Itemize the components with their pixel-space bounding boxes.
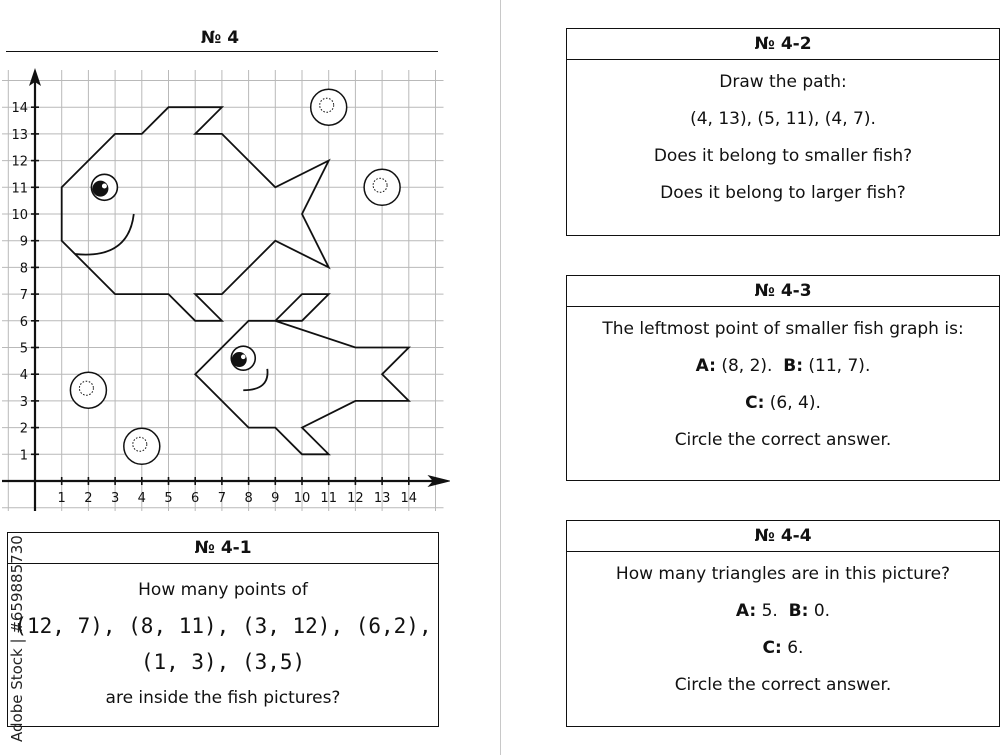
panel-4-1-question-end: are inside the fish pictures? xyxy=(105,688,341,708)
y-tick-label: 5 xyxy=(19,341,28,357)
option-b-value: 0. xyxy=(813,601,831,621)
y-tick-label: 8 xyxy=(19,261,28,277)
big-fish-eye-glint xyxy=(102,183,107,188)
x-tick-label: 5 xyxy=(164,491,173,506)
small-fish-smile xyxy=(243,369,267,390)
y-tick-label: 9 xyxy=(19,234,28,250)
x-tick-label: 10 xyxy=(293,491,311,506)
panel-4-3-instruction: Circle the correct answer. xyxy=(674,430,892,450)
option-a-value: (8, 2). xyxy=(721,356,773,376)
option-a-label: A: xyxy=(735,601,757,621)
coordinate-grid xyxy=(0,60,450,525)
main-title: № 4 xyxy=(200,28,240,48)
panel-4-4 xyxy=(566,520,1000,727)
y-tick-label: 2 xyxy=(19,421,28,437)
panel-4-4-question: How many triangles are in this picture? xyxy=(615,564,951,584)
y-tick-label: 7 xyxy=(19,288,28,304)
option-a-value: 5. xyxy=(761,601,778,621)
y-tick-label: 13 xyxy=(11,127,28,143)
panel-4-3-options-ab xyxy=(567,348,999,385)
y-tick-label: 12 xyxy=(11,154,28,170)
option-a-label: A: xyxy=(695,356,716,376)
option-c-value: 6. xyxy=(787,638,804,658)
panel-4-1-title: № 4-1 xyxy=(8,533,438,564)
y-tick-label: 11 xyxy=(11,181,28,197)
option-b-label: B: xyxy=(783,356,804,376)
y-tick-label: 6 xyxy=(19,314,28,330)
small-fish-eye-glint xyxy=(241,355,246,360)
panel-4-2-title: № 4-2 xyxy=(567,29,999,60)
small-fish-pupil xyxy=(232,352,247,367)
option-b-value: (11, 7). xyxy=(808,356,871,376)
panel-4-1-points-b: (1, 3), (3,5) xyxy=(140,650,306,674)
x-tick-label: 7 xyxy=(217,491,227,506)
x-tick-label: 8 xyxy=(244,491,253,506)
bubble xyxy=(70,372,106,408)
title-underline xyxy=(6,51,438,52)
x-tick-label: 4 xyxy=(137,491,146,506)
y-tick-label: 4 xyxy=(19,368,28,384)
x-tick-label: 9 xyxy=(271,491,280,506)
option-c-label: C: xyxy=(762,638,782,658)
panel-4-3-question: The leftmost point of smaller fish graph is: xyxy=(602,319,964,339)
panel-4-2-line-1: Draw the path: xyxy=(719,72,847,92)
x-tick-label: 2 xyxy=(84,491,93,506)
panel-4-1-question: How many points of xyxy=(138,580,308,600)
option-c-label: C: xyxy=(745,393,765,413)
y-tick-label: 10 xyxy=(11,208,28,223)
panel-4-1-points-a: (12, 7), (8, 11), (3, 12), (6,2), xyxy=(14,614,432,638)
x-tick-label: 13 xyxy=(373,491,391,506)
x-tick-label: 14 xyxy=(400,491,418,506)
x-tick-label: 6 xyxy=(191,491,200,506)
panel-4-2-line-3: Does it belong to smaller fish? xyxy=(653,146,913,166)
y-tick-label: 3 xyxy=(19,394,28,410)
stock-watermark: Adobe Stock | #659885730 xyxy=(8,535,26,742)
panel-4-2-line-4: Does it belong to larger fish? xyxy=(660,183,906,203)
x-tick-label: 1 xyxy=(57,491,66,506)
bubble xyxy=(364,169,400,205)
panel-4-2 xyxy=(566,28,1000,236)
option-c-value: (6, 4). xyxy=(769,393,821,413)
page-divider xyxy=(500,0,501,755)
big-fish-pupil xyxy=(92,181,108,197)
panel-4-4-instruction: Circle the correct answer. xyxy=(674,675,892,695)
panel-4-4-option-c xyxy=(567,630,999,667)
x-tick-label: 3 xyxy=(110,491,120,506)
panel-4-4-options-ab xyxy=(567,593,999,630)
panel-4-3-option-c xyxy=(567,385,999,422)
bubble xyxy=(311,89,347,125)
panel-4-2-line-2: (4, 13), (5, 11), (4, 7). xyxy=(690,109,876,129)
x-tick-label: 11 xyxy=(320,491,337,506)
option-b-label: B: xyxy=(788,601,809,621)
panel-4-1 xyxy=(7,532,439,727)
panel-4-3 xyxy=(566,275,1000,481)
y-tick-label: 14 xyxy=(11,101,28,117)
x-tick-label: 12 xyxy=(347,491,364,506)
panel-4-3-title: № 4-3 xyxy=(567,276,999,307)
big-fish-smile xyxy=(75,214,134,255)
panel-4-4-title: № 4-4 xyxy=(567,521,999,552)
bubble xyxy=(124,428,160,464)
y-tick-label: 1 xyxy=(19,448,28,464)
